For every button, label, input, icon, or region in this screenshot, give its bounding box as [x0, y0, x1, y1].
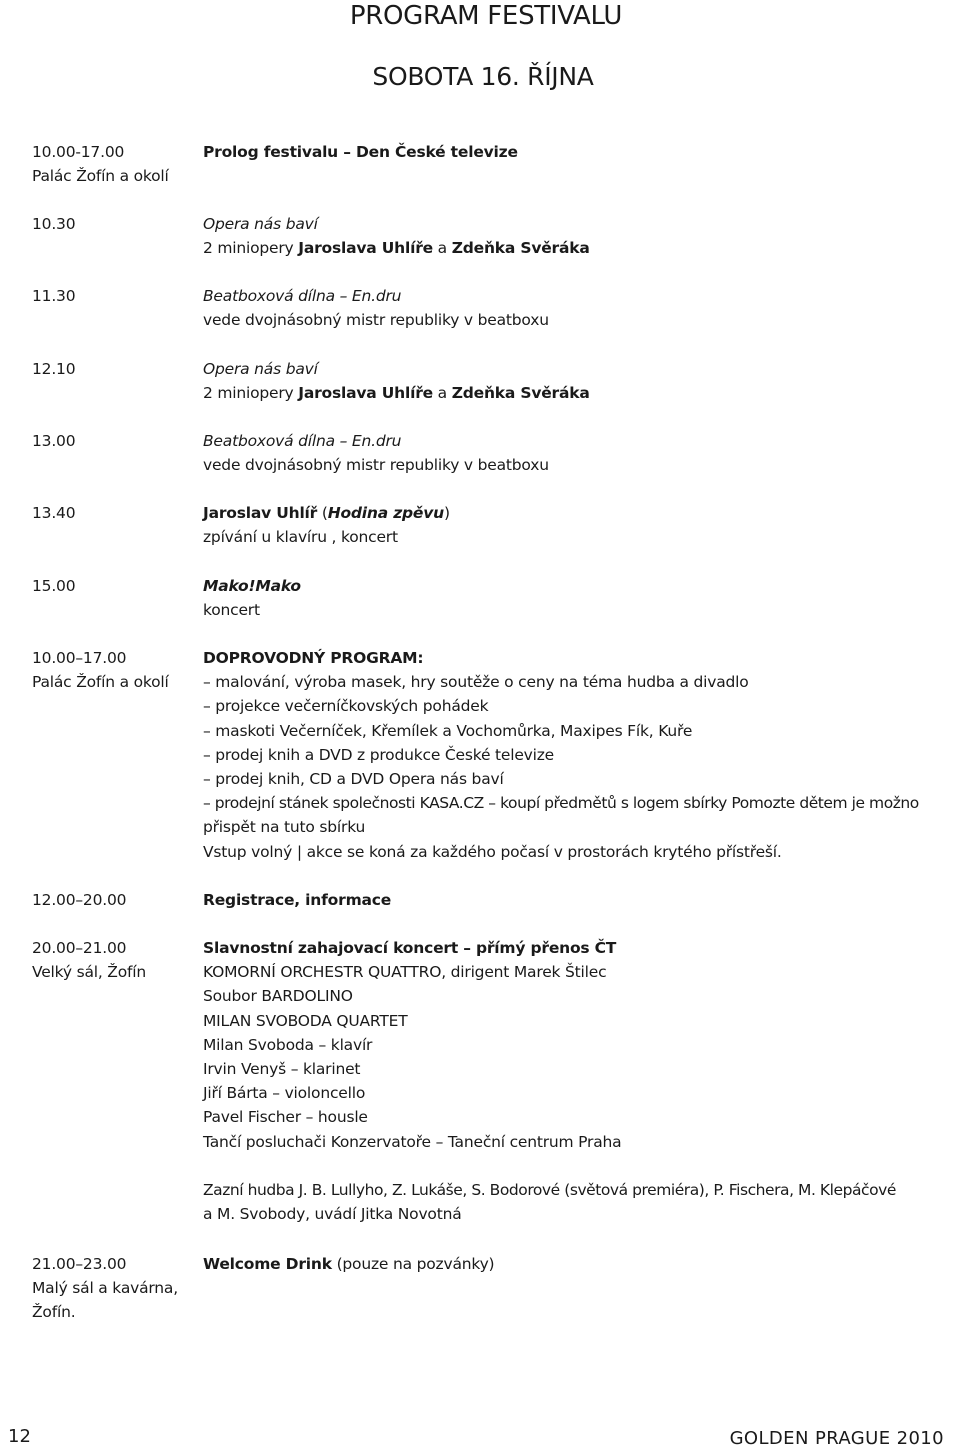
- show-name: Hodina zpěvu: [327, 504, 444, 522]
- event-title: Prolog festivalu – Den České televize: [203, 143, 518, 161]
- event-time: 10.00–17.00: [32, 649, 127, 667]
- event-description: [203, 381, 590, 405]
- event-time: 10.30: [32, 215, 76, 233]
- paren-close: ): [443, 504, 450, 522]
- event-when: [32, 501, 202, 525]
- event-details: [203, 357, 590, 405]
- event-details: [203, 501, 450, 549]
- performer-line: Jiří Bárta – violoncello: [203, 1084, 366, 1103]
- program-line: přispět na tuto sbírku: [203, 818, 366, 837]
- event-description-text: 2 miniopery: [203, 239, 299, 258]
- event-time: 12.10: [32, 360, 76, 378]
- program-line: Vstup volný | akce se koná za každého počasí v prostorách krytého přístřeší.: [203, 842, 782, 861]
- event-time: 10.00-17.00: [32, 143, 125, 161]
- event-details: [203, 646, 919, 864]
- performer-line: Milan Svoboda – klavír: [203, 1035, 373, 1054]
- event-when: [32, 284, 202, 308]
- event-prolog: [32, 140, 518, 186]
- event-registrace: [32, 888, 391, 912]
- event-place: Palác Žofín a okolí: [32, 673, 169, 692]
- event-doprovodny-program: [32, 646, 919, 864]
- librettist-name: Zdeňka Svěráka: [451, 384, 590, 403]
- event-when: [32, 212, 202, 236]
- event-place: Palác Žofín a okolí: [32, 167, 169, 186]
- footer-brand: GOLDEN PRAGUE 2010: [729, 1428, 944, 1449]
- composer-name: Jaroslava Uhlíře: [298, 384, 433, 403]
- librettist-name: Zdeňka Svěráka: [451, 239, 590, 258]
- event-details: [203, 284, 549, 332]
- music-note: Zazní hudba J. B. Lullyho, Z. Lukáše, S. Bodorové (světová premiéra), P. Fischera, M. Klepáčové: [203, 1180, 896, 1199]
- event-time: 13.40: [32, 504, 76, 522]
- event-time: 13.00: [32, 432, 76, 450]
- program-line: – maskoti Večerníček, Křemílek a Vochomůrka, Maxipes Fík, Kuře: [203, 721, 693, 740]
- event-opera-1: [32, 212, 590, 260]
- event-place: Malý sál a kavárna,: [32, 1279, 178, 1298]
- event-beatbox-1: [32, 284, 549, 332]
- event-description-text: 2 miniopery: [203, 384, 299, 403]
- event-when: [32, 574, 202, 598]
- page-title: PROGRAM FESTIVALU: [349, 1, 623, 31]
- event-title: Mako!Mako: [203, 577, 301, 595]
- event-zahajovaci-koncert: [32, 936, 896, 1226]
- event-title: Registrace, informace: [203, 891, 392, 909]
- performer-line: KOMORNÍ ORCHESTR QUATTRO, dirigent Marek Štilec: [203, 963, 607, 982]
- composer-name: Jaroslava Uhlíře: [298, 239, 433, 258]
- event-when: [32, 888, 202, 912]
- event-title: Beatboxová dílna – En.dru: [203, 287, 402, 305]
- program-line: – prodejní stánek společnosti KASA.CZ – koupí předmětů s logem sbírky Pomozte dětem je možno: [203, 794, 919, 813]
- event-details: [203, 140, 518, 164]
- performer-line: Pavel Fischer – housle: [203, 1108, 368, 1127]
- performer-line: Tančí posluchači Konzervatoře – Taneční centrum Praha: [203, 1132, 622, 1151]
- event-title-note: (pouze na pozvánky): [331, 1255, 495, 1273]
- event-details: [203, 212, 590, 260]
- event-description: vede dvojnásobný mistr republiky v beatboxu: [203, 456, 549, 475]
- event-title: Opera nás baví: [203, 360, 318, 378]
- event-mako: [32, 574, 301, 622]
- event-details: [203, 1252, 494, 1276]
- performer-line: Soubor BARDOLINO: [203, 987, 353, 1006]
- event-description: koncert: [203, 601, 260, 620]
- event-details: [203, 429, 549, 477]
- event-when: [32, 140, 202, 188]
- program-line: – prodej knih a DVD z produkce České televize: [203, 745, 555, 764]
- music-note: a M. Svobody, uvádí Jitka Novotná: [203, 1205, 462, 1224]
- event-title: [203, 501, 450, 525]
- event-title: Slavnostní zahajovací koncert – přímý přenos ČT: [203, 939, 617, 957]
- event-title: [203, 1252, 494, 1276]
- page-number: 12: [8, 1426, 31, 1447]
- program-line: – malování, výroba masek, hry soutěže o ceny na téma hudba a divadlo: [203, 673, 749, 692]
- program-line: – projekce večerníčkovských pohádek: [203, 697, 489, 716]
- performer-line: Irvin Venyš – klarinet: [203, 1060, 361, 1079]
- conjunction: a: [432, 384, 452, 403]
- paren-open: (: [317, 504, 328, 522]
- event-when: [32, 429, 202, 453]
- performer-line: MILAN SVOBODA QUARTET: [203, 1011, 408, 1030]
- conjunction: a: [432, 239, 452, 258]
- event-when: [32, 357, 202, 381]
- event-when: [32, 1252, 202, 1325]
- day-title: SOBOTA 16. ŘÍJNA: [372, 62, 594, 91]
- event-time: 11.30: [32, 287, 76, 305]
- performer-name: Jaroslav Uhlíř: [203, 504, 318, 522]
- event-title: Opera nás baví: [203, 215, 318, 233]
- event-time: 12.00–20.00: [32, 891, 127, 909]
- event-place: Žofín.: [32, 1303, 76, 1322]
- event-opera-2: [32, 357, 590, 405]
- event-title: DOPROVODNÝ PROGRAM:: [203, 649, 424, 667]
- event-welcome-drink: [32, 1252, 495, 1322]
- event-details: [203, 888, 391, 912]
- event-title: Beatboxová dílna – En.dru: [203, 432, 402, 450]
- program-line: – prodej knih, CD a DVD Opera nás baví: [203, 770, 504, 789]
- event-time: 21.00–23.00: [32, 1255, 127, 1273]
- event-uhlir: [32, 501, 450, 549]
- event-title-main: Welcome Drink: [203, 1255, 332, 1273]
- event-beatbox-2: [32, 429, 549, 477]
- event-when: [32, 936, 202, 984]
- event-when: [32, 646, 202, 694]
- event-place: Velký sál, Žofín: [32, 963, 146, 982]
- event-details: [203, 936, 896, 1226]
- event-time: 20.00–21.00: [32, 939, 127, 957]
- event-description: [203, 236, 590, 260]
- event-description: zpívání u klavíru , koncert: [203, 528, 398, 547]
- event-time: 15.00: [32, 577, 76, 595]
- event-description: vede dvojnásobný mistr republiky v beatboxu: [203, 311, 549, 330]
- event-details: [203, 574, 301, 622]
